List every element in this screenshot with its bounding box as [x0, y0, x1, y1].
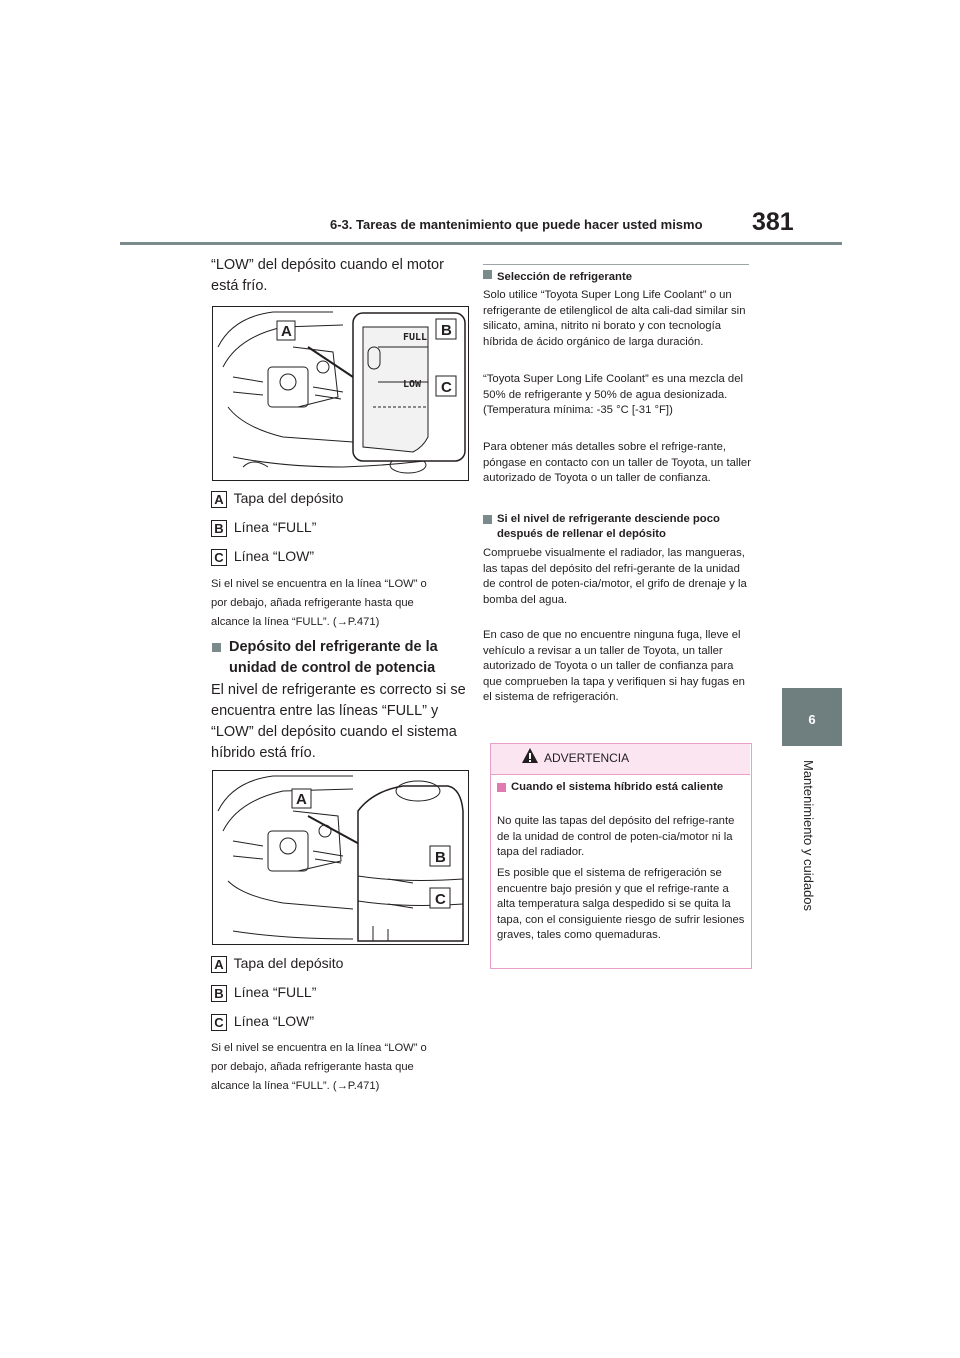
- right-column-rule: [483, 264, 749, 265]
- coolant-selection-p3: Para obtener más detalles sobre el refrige-rante, póngase en contacto con un taller de Toyota, un taller autorizado de Toyota o un taller de confianza.: [483, 441, 751, 484]
- fig1-label-a: A: [281, 323, 292, 340]
- legend1-b: [211, 518, 469, 537]
- section-title: 6-3. Tareas de mantenimiento que puede hacer usted mismo: [330, 217, 703, 232]
- bullet-square-icon: [212, 643, 221, 652]
- legend2-b: [211, 983, 469, 1002]
- legend-badge: B: [211, 985, 227, 1002]
- bullet-square-icon: [497, 783, 506, 792]
- heading-text: Depósito del refrigerante de la unidad de control de potencia: [229, 639, 438, 676]
- legend-text: Línea “FULL”: [233, 519, 317, 535]
- warning-p1: No quite las tapas del depósito del refrige-rante de la unidad de control de poten-cia/motor ni la tapa del radiador.: [497, 815, 735, 858]
- note-line: alcance la línea “FULL”. (→P.471): [211, 616, 380, 628]
- bullet-square-icon: [483, 515, 492, 524]
- legend-text: Tapa del depósito: [233, 955, 344, 971]
- fig1-label-c: C: [441, 379, 452, 396]
- legend-badge: B: [211, 520, 227, 537]
- coolant-selection-p1: Solo utilice “Toyota Super Long Life Coolant” o un refrigerante de etilenglicol de alta cali-dad similar sin silicato, amina, nitrito ni borato y con tecnología híbrida de ácido orgánico de larga duración.: [483, 289, 746, 348]
- warning-heading: [497, 780, 745, 795]
- chapter-title-vertical: [801, 760, 823, 1000]
- note-2: [211, 1039, 469, 1096]
- fig2-label-c: C: [435, 891, 446, 908]
- legend-badge: A: [211, 491, 227, 508]
- engine-bay-figure-2: [212, 770, 469, 945]
- note-line: por debajo, añada refrigerante hasta que: [211, 1061, 414, 1073]
- heading-text: Selección de refrigerante: [497, 271, 632, 283]
- note-1: [211, 575, 469, 632]
- low-marking: LOW: [403, 379, 422, 390]
- legend1-c: [211, 547, 469, 566]
- fig1-label-b: B: [441, 322, 452, 339]
- note-line: alcance la línea “FULL”. (→P.471): [211, 1080, 380, 1092]
- warning-label: ADVERTENCIA: [544, 751, 630, 765]
- legend2-a: [211, 954, 469, 973]
- bullet-square-icon: [483, 270, 492, 279]
- legend-badge: C: [211, 1014, 227, 1031]
- note-line: por debajo, añada refrigerante hasta que: [211, 597, 414, 609]
- intro-text: “LOW” del depósito cuando el motor está frío.: [211, 257, 444, 294]
- chapter-number: 6: [808, 712, 816, 727]
- heading-text: Cuando el sistema híbrido está caliente: [511, 781, 724, 793]
- warning-p2: Es posible que el sistema de refrigeración se encuentre bajo presión y que el refrige-rante a alta temperatura salga despedido si se quita la tapa, con el consiguiente riesgo de sufrir lesiones graves, tales como quemaduras.: [497, 867, 745, 941]
- legend-text: Tapa del depósito: [233, 490, 344, 506]
- fig2-label-a: A: [296, 791, 307, 808]
- heading-text: Si el nivel de refrigerante desciende poco después de rellenar el depósito: [497, 513, 720, 540]
- note-line: Si el nivel se encuentra en la línea “LOW” o: [211, 578, 427, 590]
- level-drop-p2: En caso de que no encuentre ninguna fuga, lleve el vehículo a revisar a un taller de Toyota, un taller autorizado de Toyota o un taller de confianza para que comprueben la tapa y verifiquen si hay fugas en el sistema de refrigeración.: [483, 629, 745, 703]
- full-marking: FULL: [403, 332, 428, 343]
- heading-pcu-reservoir: [211, 637, 469, 679]
- legend-text: Línea “LOW”: [233, 1013, 315, 1029]
- pcu-paragraph: El nivel de refrigerante es correcto si se encuentra entre las líneas “FULL” y “LOW” del depósito cuando el sistema híbrido está frío.: [211, 682, 466, 761]
- engine-bay-figure-1: [212, 306, 469, 481]
- page-number: 381: [752, 208, 794, 236]
- engine-bay-illustration-2: [213, 771, 468, 944]
- legend-text: Línea “FULL”: [233, 984, 317, 1000]
- fig2-label-b: B: [435, 849, 446, 866]
- legend-badge: C: [211, 549, 227, 566]
- legend-text: Línea “LOW”: [233, 548, 315, 564]
- coolant-selection-heading: [483, 270, 751, 285]
- level-drop-p1: Compruebe visualmente el radiador, las mangueras, las tapas del depósito del refri-gerante de la unidad de control de poten-cia/motor, el grifo de drenaje y la bomba del agua.: [483, 547, 747, 606]
- level-drop-heading: [483, 512, 751, 542]
- legend-badge: A: [211, 956, 227, 973]
- chapter-title: Mantenimiento y cuidados: [801, 760, 816, 912]
- note-line: Si el nivel se encuentra en la línea “LOW” o: [211, 1042, 427, 1054]
- engine-bay-illustration-1: [213, 307, 468, 480]
- legend1-a: [211, 489, 469, 508]
- coolant-selection-p2: “Toyota Super Long Life Coolant” es una mezcla del 50% de refrigerante y 50% de agua desionizada. (Temperatura mínima: -35 °C [-31 °F]): [483, 373, 743, 416]
- header-rule: [120, 242, 842, 245]
- warning-triangle-icon: [521, 747, 539, 764]
- legend2-c: [211, 1012, 469, 1031]
